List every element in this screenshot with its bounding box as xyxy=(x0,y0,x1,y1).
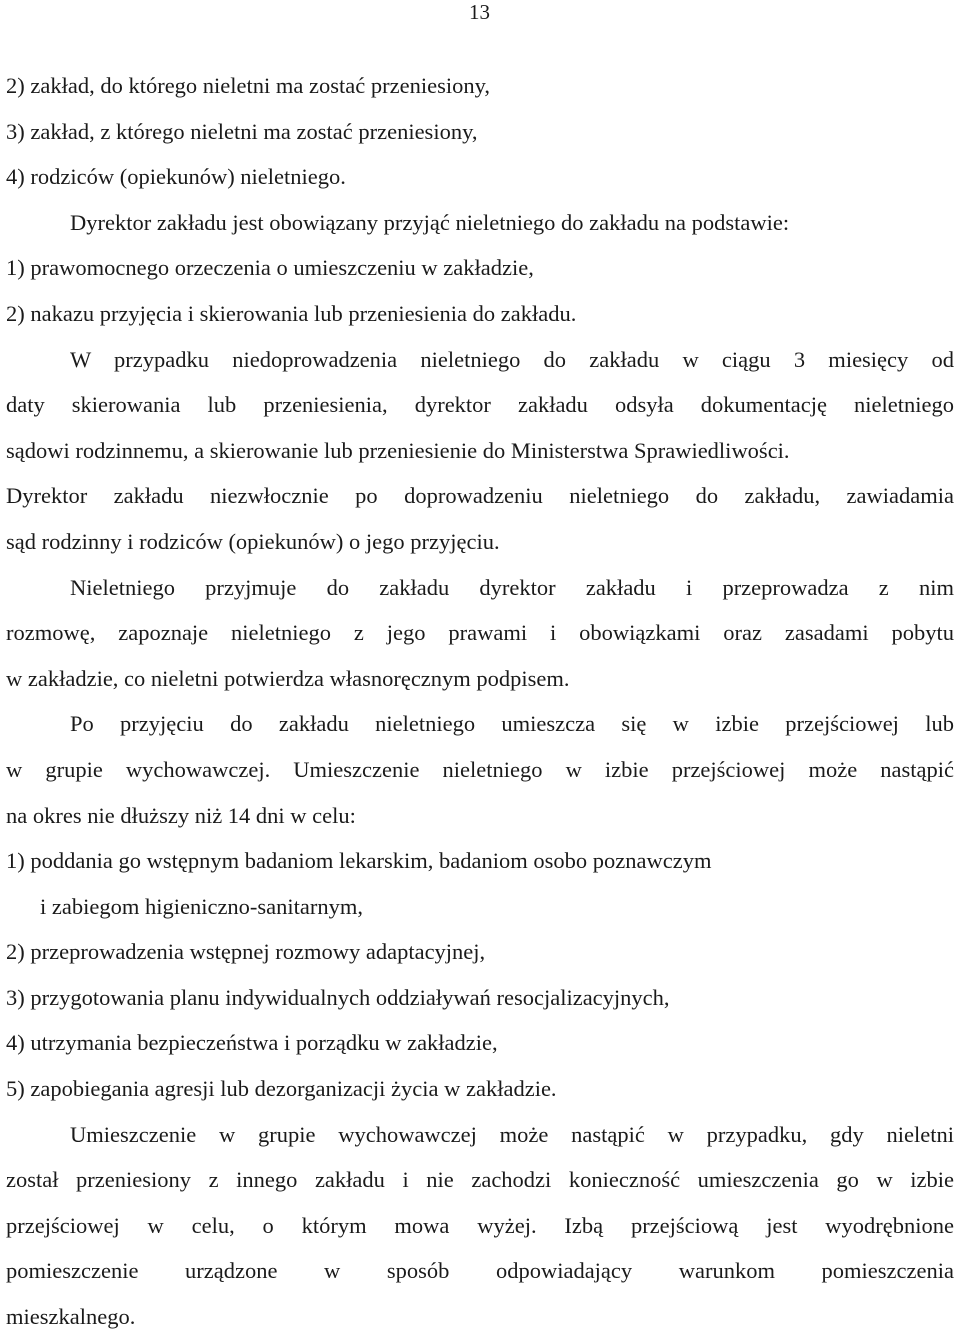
paragraph-line: przejściowej w celu, o którym mowa wyżej. Izbą przejściową jest wyodrębnione xyxy=(6,1212,954,1238)
page-number: 13 xyxy=(469,0,490,24)
paragraph-line: sąd rodzinny i rodziców (opiekunów) o jego przyjęciu. xyxy=(6,528,500,554)
list-item-continuation: i zabiegom higieniczno-sanitarnym, xyxy=(40,893,364,919)
paragraph-line: na okres nie dłuższy niż 14 dni w celu: xyxy=(6,802,356,828)
paragraph-line: sądowi rodzinnemu, a skierowanie lub przeniesienie do Ministerstwa Sprawiedliwości. xyxy=(6,437,790,463)
list-item: 2) nakazu przyjęcia i skierowania lub przeniesienia do zakładu. xyxy=(6,300,577,326)
list-item: 3) zakład, z którego nieletni ma zostać przeniesiony, xyxy=(6,118,478,144)
document-body xyxy=(6,63,954,1340)
paragraph-line: Dyrektor zakładu jest obowiązany przyjąć nieletniego do zakładu na podstawie: xyxy=(70,209,790,235)
paragraph-line: daty skierowania lub przeniesienia, dyrektor zakładu odsyła dokumentację nieletniego xyxy=(6,392,954,418)
list-item: 4) rodziców (opiekunów) nieletniego. xyxy=(6,164,346,190)
list-item: 1) prawomocnego orzeczenia o umieszczeniu w zakładzie, xyxy=(6,255,534,281)
paragraph-line: został przeniesiony z innego zakładu i nie zachodzi konieczność umieszczenia go w izbie xyxy=(6,1167,954,1193)
paragraph-line: Nieletniego przyjmuje do zakładu dyrektor zakładu i przeprowadza z nim xyxy=(70,574,954,600)
paragraph-line: Po przyjęciu do zakładu nieletniego umieszcza się w izbie przejściowej lub xyxy=(70,711,954,737)
paragraph-line: Dyrektor zakładu niezwłocznie po doprowadzeniu nieletniego do zakładu, zawiadamia xyxy=(6,483,954,509)
paragraph-line: pomieszczenie urządzone w sposób odpowiadający warunkom pomieszczenia xyxy=(6,1258,954,1284)
paragraph-line: rozmowę, zapoznaje nieletniego z jego prawami i obowiązkami oraz zasadami pobytu xyxy=(6,620,954,646)
paragraph-line: w grupie wychowawczej. Umieszczenie nieletniego w izbie przejściowej może nastąpić xyxy=(6,756,954,782)
paragraph-line: mieszkalnego. xyxy=(6,1304,136,1330)
list-item: 5) zapobiegania agresji lub dezorganizacji życia w zakładzie. xyxy=(6,1076,557,1102)
list-item: 4) utrzymania bezpieczeństwa i porządku w zakładzie, xyxy=(6,1030,498,1056)
list-item: 3) przygotowania planu indywidualnych oddziaływań resocjalizacyjnych, xyxy=(6,984,670,1010)
list-item: 2) zakład, do którego nieletni ma zostać przeniesiony, xyxy=(6,73,490,98)
list-item: 2) przeprowadzenia wstępnej rozmowy adaptacyjnej, xyxy=(6,939,486,965)
paragraph-line: Umieszczenie w grupie wychowawczej może nastąpić w przypadku, gdy nieletni xyxy=(70,1121,954,1147)
paragraph-line: W przypadku niedoprowadzenia nieletniego do zakładu w ciągu 3 miesięcy od xyxy=(70,346,954,372)
list-item: 1) poddania go wstępnym badaniom lekarskim, badaniom osobo poznawczym xyxy=(6,848,712,874)
paragraph-line: w zakładzie, co nieletni potwierdza własnoręcznym podpisem. xyxy=(6,665,570,691)
